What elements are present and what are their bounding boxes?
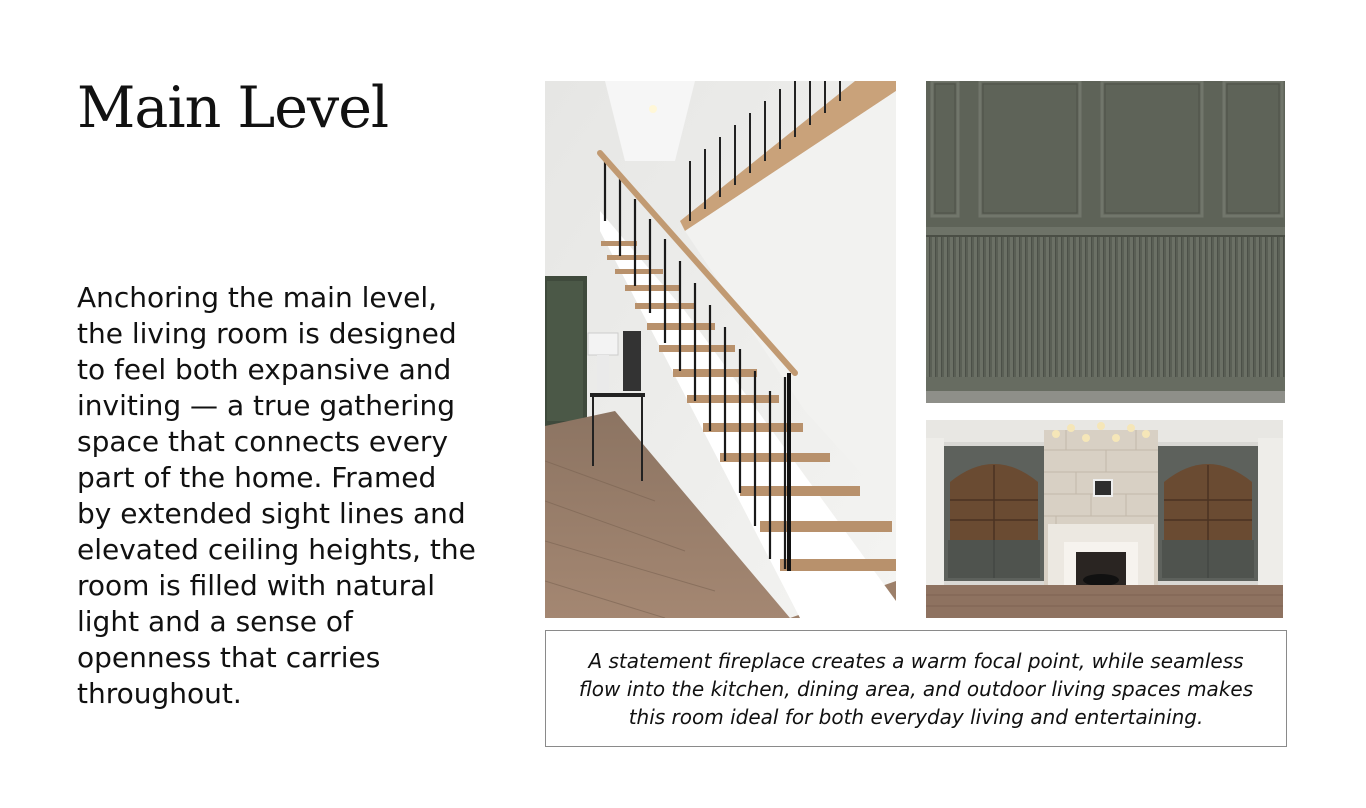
caption-text: A statement fireplace creates a warm focal point, while seamless flow into the kitchen, dining area, and outdoor living spaces makes this room ideal for both everyday living and entertaining. bbox=[578, 648, 1254, 729]
wall-panel-photo bbox=[926, 81, 1285, 403]
fireplace-photo bbox=[926, 420, 1283, 618]
photo-caption bbox=[545, 630, 1287, 747]
body-paragraph: Anchoring the main level, the living room is designed to feel both expansive and inviting — a true gathering space that connects every part of the home. Framed by extended sight lines and elevated ceiling heights, the room is filled with natural light and a sense of openness that carries throughout. bbox=[77, 281, 476, 710]
page-title: Main Level bbox=[77, 75, 389, 141]
staircase-photo bbox=[545, 81, 896, 618]
